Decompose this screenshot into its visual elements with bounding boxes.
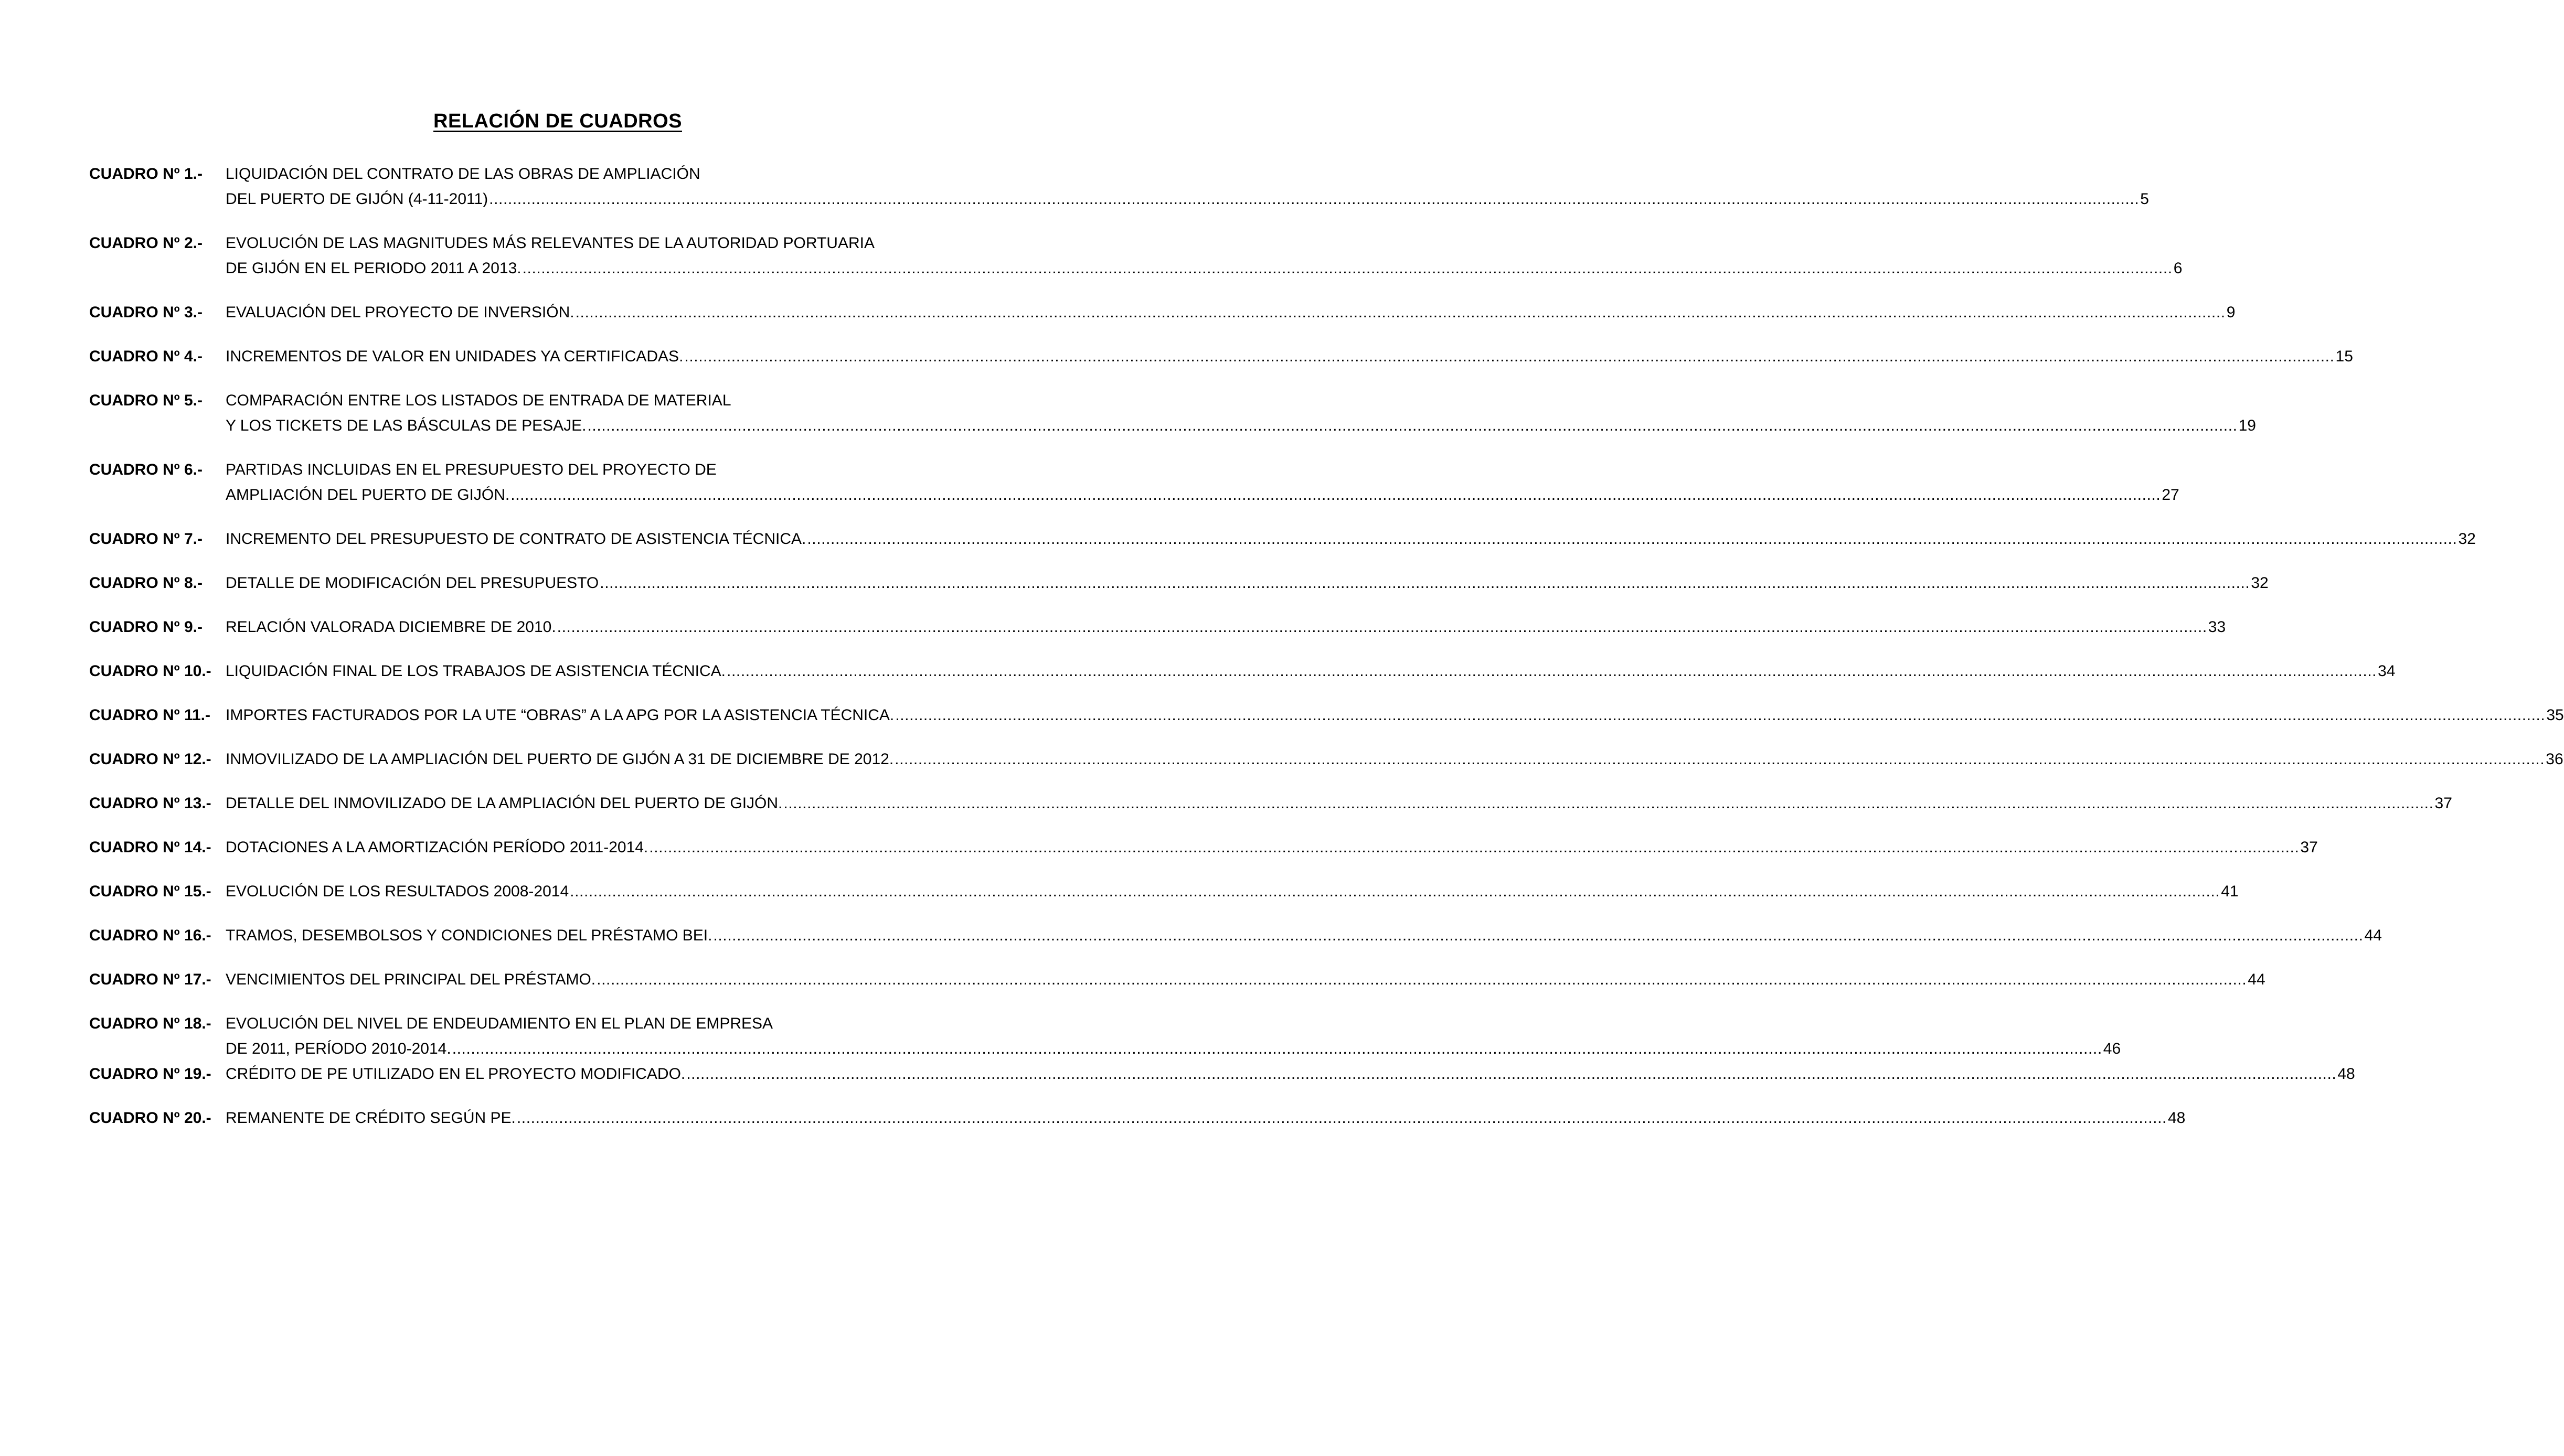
toc-entry-page-number: 41	[2221, 883, 2239, 900]
toc-entry	[89, 835, 2318, 860]
toc-entry-page-number: 19	[2238, 417, 2256, 434]
toc-entry-text: RELACIÓN VALORADA DICIEMBRE DE 2010.	[226, 618, 556, 636]
toc-entry-page-number: 32	[2251, 574, 2269, 592]
toc-entry-final-line	[226, 300, 2235, 325]
toc-entry-final-line	[226, 483, 2179, 508]
toc-entry	[89, 457, 2179, 508]
toc-entry	[89, 571, 2269, 596]
toc-entry	[89, 879, 2239, 904]
toc-entry-page-number: 35	[2546, 706, 2564, 724]
toc-entry-final-line	[226, 703, 2564, 728]
toc-entry-page-number: 6	[2173, 260, 2183, 277]
toc-entry-text: Y LOS TICKETS DE LAS BÁSCULAS DE PESAJE.	[226, 417, 587, 434]
toc-entry-final-line	[226, 1106, 2185, 1131]
toc-entry-text: DE GIJÓN EN EL PERIODO 2011 A 2013.	[226, 260, 522, 277]
toc-entry	[89, 1011, 2121, 1062]
toc-entry-final-line	[226, 527, 2476, 552]
toc-entry-final-line	[226, 615, 2226, 640]
toc-entry-page-number: 44	[2364, 927, 2382, 944]
dot-leader	[576, 300, 2226, 325]
toc-entry-label: CUADRO Nº 16.-	[89, 927, 211, 944]
dot-leader	[570, 879, 2220, 904]
toc-entry	[89, 967, 2265, 992]
dot-leader	[783, 791, 2433, 816]
toc-entry-body	[226, 1106, 2185, 1131]
dot-leader	[587, 413, 2237, 438]
toc-entry	[89, 791, 2452, 816]
toc-entry-text: INCREMENTOS DE VALOR EN UNIDADES YA CERTIFICADAS.	[226, 348, 684, 365]
toc-entry-text: DE 2011, PERÍODO 2010-2014.	[226, 1040, 451, 1057]
toc-entry-text: CRÉDITO DE PE UTILIZADO EN EL PROYECTO MODIFICADO.	[226, 1065, 686, 1083]
toc-entry-page-number: 34	[2378, 662, 2396, 680]
toc-entry-line: EVOLUCIÓN DEL NIVEL DE ENDEUDAMIENTO EN EL PLAN DE EMPRESA	[226, 1015, 773, 1032]
toc-entry-line: EVOLUCIÓN DE LAS MAGNITUDES MÁS RELEVANTES DE LA AUTORIDAD PORTUARIA	[226, 234, 875, 252]
toc-entry	[89, 659, 2396, 684]
toc-entry-body	[226, 703, 2564, 728]
toc-entry-body	[226, 344, 2353, 369]
dot-leader	[807, 527, 2457, 552]
toc-entry-text: IMPORTES FACTURADOS POR LA UTE “OBRAS” A LA APG POR LA ASISTENCIA TÉCNICA.	[226, 706, 895, 724]
toc-entry-body	[226, 1011, 2121, 1062]
toc-entry-final-line	[226, 791, 2452, 816]
toc-entry-label: CUADRO Nº 18.-	[89, 1015, 211, 1032]
table-of-contents	[89, 162, 2564, 1131]
toc-entry-label: CUADRO Nº 15.-	[89, 883, 211, 900]
dot-leader	[600, 571, 2250, 596]
toc-entry-page-number: 27	[2162, 486, 2179, 504]
toc-entry-page-number: 37	[2300, 839, 2318, 856]
toc-entry-text: DETALLE DE MODIFICACIÓN DEL PRESUPUESTO	[226, 574, 599, 592]
toc-entry	[89, 615, 2226, 640]
toc-entry	[89, 388, 2256, 438]
toc-entry-text: INCREMENTO DEL PRESUPUESTO DE CONTRATO DE ASISTENCIA TÉCNICA.	[226, 530, 806, 548]
toc-entry-page-number: 33	[2208, 618, 2226, 636]
toc-entry-line: COMPARACIÓN ENTRE LOS LISTADOS DE ENTRADA DE MATERIAL	[226, 392, 731, 409]
dot-leader	[686, 1062, 2336, 1087]
toc-entry-final-line	[226, 923, 2382, 948]
toc-entry-label: CUADRO Nº 5.-	[89, 392, 203, 409]
toc-entry-body	[226, 659, 2396, 684]
dot-leader	[557, 615, 2207, 640]
toc-entry-body	[226, 835, 2318, 860]
toc-entry-body	[226, 747, 2563, 772]
toc-entry-page-number: 37	[2434, 795, 2452, 812]
toc-entry-final-line	[226, 967, 2265, 992]
toc-entry-final-line	[226, 344, 2353, 369]
toc-entry	[89, 923, 2382, 948]
dot-leader	[649, 835, 2299, 860]
toc-entry	[89, 231, 2183, 281]
dot-leader	[517, 1106, 2167, 1131]
toc-entry-label: CUADRO Nº 20.-	[89, 1109, 211, 1127]
dot-leader	[510, 483, 2161, 508]
toc-entry-body	[226, 791, 2452, 816]
toc-entry-label: CUADRO Nº 12.-	[89, 751, 211, 768]
toc-entry-label: CUADRO Nº 2.-	[89, 234, 203, 252]
toc-entry	[89, 1062, 2355, 1087]
toc-entry-text: EVOLUCIÓN DE LOS RESULTADOS 2008-2014	[226, 883, 569, 900]
toc-entry-page-number: 9	[2226, 304, 2236, 321]
dot-leader	[684, 344, 2334, 369]
toc-entry-body	[226, 571, 2269, 596]
toc-entry-body	[226, 879, 2239, 904]
toc-entry	[89, 300, 2236, 325]
toc-entry-text: INMOVILIZADO DE LA AMPLIACIÓN DEL PUERTO DE GIJÓN A 31 DE DICIEMBRE DE 2012.	[226, 751, 894, 768]
toc-entry-body	[226, 162, 2149, 212]
toc-entry-page-number: 32	[2458, 530, 2476, 548]
dot-leader	[713, 923, 2363, 948]
toc-entry-label: CUADRO Nº 8.-	[89, 574, 203, 592]
toc-entry	[89, 162, 2149, 212]
toc-entry-page-number: 5	[2140, 190, 2149, 208]
toc-entry-page-number: 44	[2248, 971, 2265, 988]
toc-entry-page-number: 46	[2103, 1040, 2121, 1057]
toc-entry-final-line	[226, 413, 2256, 438]
toc-entry-final-line	[226, 187, 2149, 212]
toc-entry-label: CUADRO Nº 7.-	[89, 530, 203, 548]
toc-entry-body	[226, 388, 2256, 438]
dot-leader	[597, 967, 2247, 992]
toc-entry-line: LIQUIDACIÓN DEL CONTRATO DE LAS OBRAS DE AMPLIACIÓN	[226, 165, 700, 183]
toc-entry-text: REMANENTE DE CRÉDITO SEGÚN PE.	[226, 1109, 516, 1127]
toc-entry-final-line	[226, 571, 2269, 596]
toc-entry-label: CUADRO Nº 14.-	[89, 839, 211, 856]
toc-entry-final-line	[226, 1036, 2121, 1062]
toc-entry-text: DEL PUERTO DE GIJÓN (4-11-2011)	[226, 190, 488, 208]
toc-entry-body	[226, 923, 2382, 948]
toc-entry-label: CUADRO Nº 17.-	[89, 971, 211, 988]
toc-entry-label: CUADRO Nº 4.-	[89, 348, 203, 365]
toc-entry-label: CUADRO Nº 6.-	[89, 461, 203, 478]
toc-entry-body	[226, 527, 2476, 552]
toc-entry-label: CUADRO Nº 19.-	[89, 1065, 211, 1083]
dot-leader	[895, 747, 2545, 772]
dot-leader	[489, 187, 2139, 212]
toc-entry-label: CUADRO Nº 9.-	[89, 618, 203, 636]
toc-entry-text: AMPLIACIÓN DEL PUERTO DE GIJÓN.	[226, 486, 510, 504]
toc-entry-label: CUADRO Nº 1.-	[89, 165, 203, 183]
dot-leader	[452, 1036, 2102, 1062]
toc-entry-label: CUADRO Nº 11.-	[89, 706, 210, 724]
toc-entry	[89, 747, 2563, 772]
toc-entry-final-line	[226, 835, 2318, 860]
toc-entry-body	[226, 300, 2235, 325]
toc-entry-text: EVALUACIÓN DEL PROYECTO DE INVERSIÓN.	[226, 304, 574, 321]
toc-entry-final-line	[226, 256, 2182, 281]
page-title: RELACIÓN DE CUADROS	[433, 110, 682, 132]
toc-entry-text: DETALLE DEL INMOVILIZADO DE LA AMPLIACIÓN DEL PUERTO DE GIJÓN.	[226, 795, 783, 812]
toc-entry-body	[226, 615, 2226, 640]
toc-entry-label: CUADRO Nº 3.-	[89, 304, 203, 321]
toc-entry-page-number: 48	[2167, 1109, 2186, 1127]
toc-entry-body	[226, 457, 2179, 508]
toc-entry-final-line	[226, 879, 2239, 904]
toc-entry-label: CUADRO Nº 13.-	[89, 795, 211, 812]
toc-entry	[89, 344, 2353, 369]
toc-entry-text: TRAMOS, DESEMBOLSOS Y CONDICIONES DEL PRÉSTAMO BEI.	[226, 927, 712, 944]
dot-leader	[727, 659, 2377, 684]
toc-entry-text: DOTACIONES A LA AMORTIZACIÓN PERÍODO 2011-2014.	[226, 839, 648, 856]
toc-entry-body	[226, 231, 2182, 281]
toc-entry-page-number: 48	[2337, 1065, 2355, 1083]
toc-entry	[89, 1106, 2186, 1131]
toc-entry-page-number: 15	[2335, 348, 2353, 365]
toc-entry-page-number: 36	[2546, 751, 2563, 768]
toc-entry-final-line	[226, 659, 2396, 684]
toc-entry-body	[226, 967, 2265, 992]
toc-entry	[89, 703, 2564, 728]
toc-entry-body	[226, 1062, 2355, 1087]
toc-entry	[89, 527, 2476, 552]
toc-entry-text: LIQUIDACIÓN FINAL DE LOS TRABAJOS DE ASISTENCIA TÉCNICA.	[226, 662, 726, 680]
toc-entry-text: VENCIMIENTOS DEL PRINCIPAL DEL PRÉSTAMO.	[226, 971, 596, 988]
toc-entry-final-line	[226, 1062, 2355, 1087]
toc-entry-line: PARTIDAS INCLUIDAS EN EL PRESUPUESTO DEL PROYECTO DE	[226, 461, 717, 478]
dot-leader	[523, 256, 2173, 281]
toc-entry-label: CUADRO Nº 10.-	[89, 662, 211, 680]
dot-leader	[895, 703, 2545, 728]
toc-entry-final-line	[226, 747, 2563, 772]
